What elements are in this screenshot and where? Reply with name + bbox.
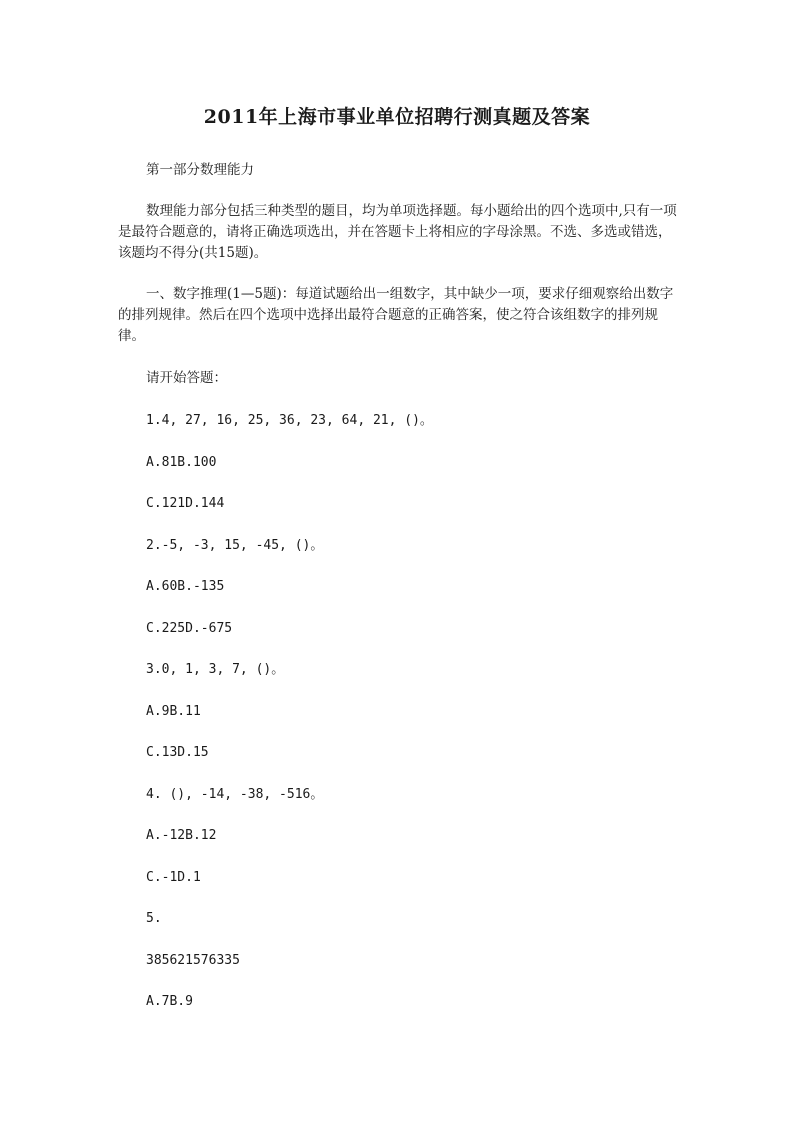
question-3: 3.0, 1, 3, 7, ()。 xyxy=(146,662,285,677)
intro-paragraph: 数理能力部分包括三种类型的题目，均为单项选择题。每小题给出的四个选项中,只有一项是最符合题意的，请将正确选项选出，并在答题卡上将相应的字母涂黑。不选、多选或错选，该题均不得分(共15题)。 xyxy=(118,203,677,261)
start-prompt: 请开始答题： xyxy=(146,370,227,386)
question-3-options-ab: A.9B.11 xyxy=(146,704,201,719)
section-heading: 第一部分数理能力 xyxy=(146,162,254,178)
document-title: 2011年上海市事业单位招聘行测真题及答案 xyxy=(203,106,591,128)
question-2-options-ab: A.60B.-135 xyxy=(146,579,225,594)
question-5: 5. xyxy=(146,911,162,926)
question-4-options-ab: A.-12B.12 xyxy=(146,828,217,843)
question-2: 2.-5, -3, 15, -45, ()。 xyxy=(146,538,324,553)
question-3-options-cd: C.13D.15 xyxy=(146,745,209,760)
question-2-options-cd: C.225D.-675 xyxy=(146,621,233,636)
question-4: 4. (), -14, -38, -516。 xyxy=(146,787,324,802)
question-5-numbers: 385621576335 xyxy=(146,953,240,968)
question-1: 1.4, 27, 16, 25, 36, 23, 64, 21, ()。 xyxy=(146,413,433,428)
question-5-options-ab: A.7B.9 xyxy=(146,994,193,1009)
instruction-paragraph: 一、数字推理(1—5题)：每道试题给出一组数字，其中缺少一项，要求仔细观察给出数字的排列规律。然后在四个选项中选择出最符合题意的正确答案，使之符合该组数字的排列规律。 xyxy=(118,286,674,344)
question-1-options-ab: A.81B.100 xyxy=(146,455,217,470)
question-4-options-cd: C.-1D.1 xyxy=(146,870,201,885)
question-1-options-cd: C.121D.144 xyxy=(146,496,225,511)
